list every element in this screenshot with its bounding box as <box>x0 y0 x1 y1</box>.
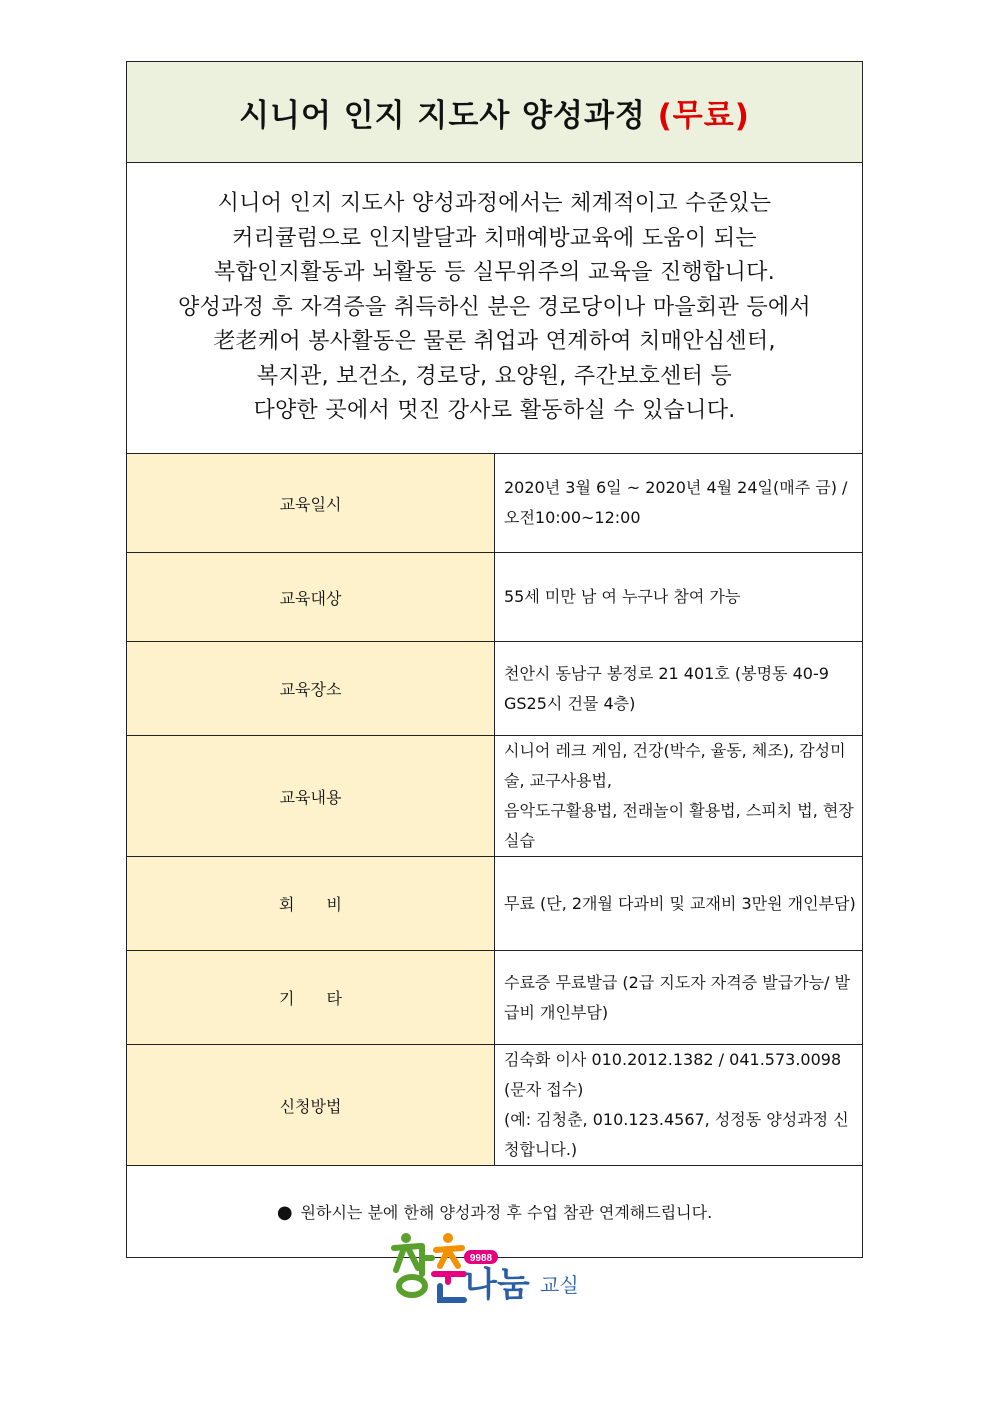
row-label: 기 타 <box>127 951 495 1045</box>
row-value <box>495 553 863 642</box>
row-value-line: (예: 김청춘, 010.123.4567, 성정동 양성과정 신청합니다.) <box>504 1110 849 1159</box>
flyer-table <box>126 61 863 1258</box>
note-text: 원하시는 분에 한해 양성과정 후 수업 참관 연계해드립니다. <box>300 1203 713 1222</box>
row-value-line: 무료 (단, 2개월 다과비 및 교재비 3만원 개인부담) <box>504 893 856 913</box>
info-row-location <box>127 642 863 736</box>
row-value-line: 55세 미만 남 여 누구나 참여 가능 <box>504 587 741 606</box>
info-row-target <box>127 553 863 642</box>
chungchun-nanum-logo <box>390 1230 600 1310</box>
info-row-apply <box>127 1045 863 1166</box>
intro-line: 복합인지활동과 뇌활동 등 실무위주의 교육을 진행합니다. <box>213 260 775 286</box>
logo-word-nanum: 나눔 <box>464 1265 530 1305</box>
intro-line: 양성과정 후 자격증을 취득하신 분은 경로당이나 마을회관 등에서 <box>178 294 811 320</box>
row-value-line: 시니어 레크 게임, 건강(박수, 율동, 체조), 감성미술, 교구사용법, <box>504 741 846 790</box>
row-value-line: 김숙화 이사 010.2012.1382 / 041.573.0098 (문자 접수) <box>504 1050 842 1099</box>
free-badge-text: (무료) <box>657 97 750 134</box>
row-value <box>495 857 863 951</box>
row-value <box>495 454 863 553</box>
row-value <box>495 1045 863 1166</box>
logo-image <box>390 1230 600 1310</box>
info-row-etc <box>127 951 863 1045</box>
row-value-line: 음악도구활용법, 전래놀이 활용법, 스피치 법, 현장실습 <box>504 801 854 850</box>
row-label: 교육대상 <box>127 553 495 642</box>
row-value <box>495 736 863 857</box>
intro-line: 커리큘럼으로 인지발달과 치매예방교육에 도움이 되는 <box>232 225 757 251</box>
info-row-content <box>127 736 863 857</box>
info-row-fee <box>127 857 863 951</box>
row-label: 교육장소 <box>127 642 495 736</box>
row-label: 교육내용 <box>127 736 495 857</box>
row-label: 교육일시 <box>127 454 495 553</box>
row-value-line: 2020년 3월 6일 ~ 2020년 4월 24일(매주 금) / 오전10:00~12:00 <box>504 478 848 527</box>
row-value-line: 천안시 동남구 봉정로 21 401호 (봉명동 40-9 GS25시 건물 4층) <box>504 663 829 713</box>
row-label: 신청방법 <box>127 1045 495 1166</box>
row-value <box>495 642 863 736</box>
logo-word-gyosil: 교실 <box>540 1273 579 1297</box>
intro-line: 다양한 곳에서 멋진 강사로 활동하실 수 있습니다. <box>253 398 736 424</box>
logo-badge: 9988 <box>469 1253 493 1264</box>
intro-line: 시니어 인지 지도사 양성과정에서는 체계적이고 수준있는 <box>217 191 772 217</box>
intro-line: 복지관, 보건소, 경로당, 요양원, 주간보호센터 등 <box>256 363 733 389</box>
title-cell <box>127 62 863 163</box>
page-title: 시니어 인지 지도사 양성과정 (무료) <box>239 97 750 134</box>
row-value <box>495 951 863 1045</box>
flyer-sheet <box>126 61 863 1258</box>
row-value-line: 수료증 무료발급 (2급 지도자 자격증 발급가능/ 발급비 개인부담) <box>504 972 850 1022</box>
info-row-schedule <box>127 454 863 553</box>
row-label: 회 비 <box>127 857 495 951</box>
bullet-icon: ● <box>276 1202 293 1223</box>
intro-line: 老老케어 봉사활동은 물론 취업과 연계하여 치매안심센터, <box>213 329 776 355</box>
intro-cell <box>127 163 863 454</box>
